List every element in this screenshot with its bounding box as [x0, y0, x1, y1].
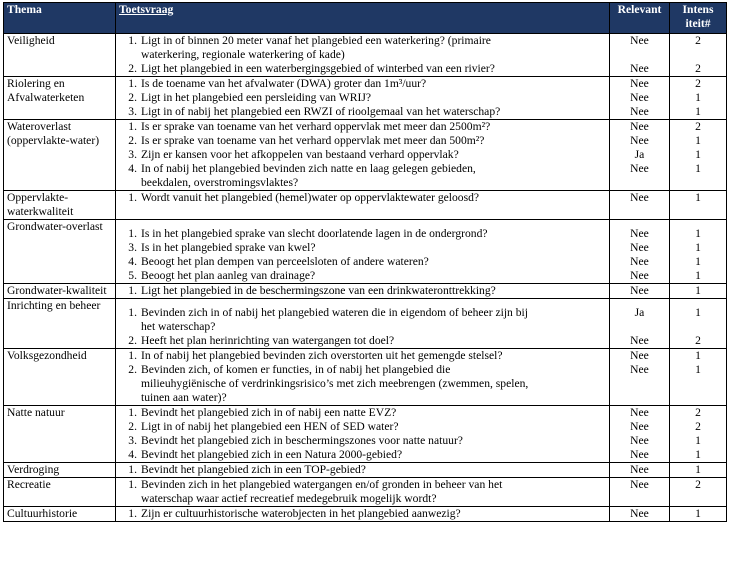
relevant-value: Nee — [630, 478, 649, 491]
relevant-cell — [610, 34, 670, 77]
theme-cell: Inrichting en beheer — [4, 299, 116, 349]
question-number: 1. — [128, 478, 137, 491]
intensiteit-value: 1 — [695, 241, 701, 254]
question-line: Ligt in het plangebied een persleiding van WRIJ? — [141, 91, 371, 104]
intensiteit-value: 2 — [695, 77, 701, 90]
question-item — [119, 77, 606, 91]
relevant-value: Nee — [630, 105, 649, 118]
question-cell — [116, 406, 610, 463]
question-number: 1. — [128, 120, 137, 133]
question-line: Bevindt het plangebied zich in beschermingszones voor natte natuur? — [141, 434, 463, 447]
question-number: 2. — [128, 420, 137, 433]
question-text — [141, 448, 606, 462]
question-line: Bevindt het plangebied zich in een Natura 2000-gebied? — [141, 448, 403, 461]
question-text — [141, 148, 606, 162]
intensiteit-cell — [670, 284, 727, 299]
question-text — [141, 255, 606, 269]
theme-cell: Grondwater-overlast — [4, 220, 116, 284]
question-number: 4. — [128, 448, 137, 461]
table-row — [4, 463, 727, 478]
table-row — [4, 120, 727, 191]
question-line: Is er sprake van toename van het verhard oppervlak met meer dan 2500m²? — [141, 120, 491, 133]
relevant-value: Nee — [630, 349, 649, 362]
question-text — [141, 162, 606, 190]
question-text — [141, 105, 606, 119]
question-text — [141, 241, 606, 255]
relevant-value: Nee — [630, 241, 649, 254]
question-text — [141, 363, 606, 405]
question-text — [141, 406, 606, 420]
intensiteit-value: 1 — [695, 227, 701, 240]
theme-cell: Veiligheid — [4, 34, 116, 77]
intensiteit-value: 2 — [695, 62, 701, 75]
question-number: 1. — [128, 34, 137, 47]
question-item — [119, 269, 606, 283]
intensiteit-cell — [670, 220, 727, 284]
question-number: 3. — [128, 105, 137, 118]
intensiteit-value: 1 — [695, 148, 701, 161]
intensiteit-cell — [670, 34, 727, 77]
theme-cell: Recreatie — [4, 478, 116, 507]
question-item — [119, 227, 606, 241]
table-row — [4, 34, 727, 77]
relevant-cell — [610, 77, 670, 120]
theme-cell: Cultuurhistorie — [4, 507, 116, 522]
intensiteit-value: 1 — [695, 105, 701, 118]
intensiteit-cell — [670, 463, 727, 478]
intensiteit-value: 1 — [695, 284, 701, 297]
question-item — [119, 148, 606, 162]
question-item — [119, 91, 606, 105]
question-line: Ligt het plangebied in de beschermingszone van een drinkwateronttrekking? — [141, 284, 496, 297]
relevant-value: Nee — [630, 62, 649, 75]
question-number: 3. — [128, 241, 137, 254]
question-line: Zijn er cultuurhistorische waterobjecten in het plangebied aanwezig? — [141, 507, 461, 520]
question-line: Bevinden zich in het plangebied watergangen en/of gronden in beheer van het — [141, 478, 503, 491]
question-text — [141, 434, 606, 448]
theme-cell: Riolering en Afvalwaterketen — [4, 77, 116, 120]
question-line: Bevinden zich in of nabij het plangebied wateren die in eigendom of beheer zijn bij — [141, 306, 528, 319]
question-line: Bevindt het plangebied zich in een TOP-gebied? — [141, 463, 366, 476]
relevant-value: Ja — [634, 148, 645, 161]
question-text — [141, 463, 606, 477]
question-cell — [116, 191, 610, 220]
theme-cell: Wateroverlast (oppervlakte-water) — [4, 120, 116, 191]
intensiteit-cell — [670, 191, 727, 220]
question-line: Beoogt het plan dempen van perceelsloten of andere wateren? — [141, 255, 429, 268]
question-item — [119, 507, 606, 521]
question-item — [119, 284, 606, 298]
intensiteit-value: 1 — [695, 255, 701, 268]
theme-cell: Grondwater-kwaliteit — [4, 284, 116, 299]
intensiteit-cell — [670, 299, 727, 349]
question-text — [141, 478, 606, 506]
question-item — [119, 478, 606, 506]
table-row — [4, 406, 727, 463]
header-toetsvraag: Toetsvraag — [116, 3, 610, 34]
table-row — [4, 77, 727, 120]
relevant-value: Nee — [630, 227, 649, 240]
question-item — [119, 420, 606, 434]
question-cell — [116, 349, 610, 406]
table-row — [4, 284, 727, 299]
question-text — [141, 191, 606, 205]
theme-cell: Verdroging — [4, 463, 116, 478]
relevant-value: Ja — [634, 306, 645, 319]
table-row — [4, 478, 727, 507]
question-item — [119, 363, 606, 405]
relevant-value: Nee — [630, 420, 649, 433]
intensiteit-value: 1 — [695, 269, 701, 282]
intensiteit-value: 1 — [695, 191, 701, 204]
question-text — [141, 420, 606, 434]
question-text — [141, 269, 606, 283]
intensiteit-value: 2 — [695, 34, 701, 47]
relevant-value: Nee — [630, 162, 649, 175]
question-item — [119, 105, 606, 119]
question-line: Bevindt het plangebied zich in of nabij een natte EVZ? — [141, 406, 397, 419]
relevant-value: Nee — [630, 363, 649, 376]
question-text — [141, 34, 606, 62]
question-cell — [116, 284, 610, 299]
question-cell — [116, 77, 610, 120]
relevant-cell — [610, 191, 670, 220]
question-item — [119, 255, 606, 269]
theme-cell: Oppervlakte-waterkwaliteit — [4, 191, 116, 220]
intensiteit-value: 1 — [695, 507, 701, 520]
question-line: Bevinden zich, of komen er functies, in of nabij het plangebied die — [141, 363, 451, 376]
question-line: waterkering, regionale waterkering of kade) — [141, 48, 345, 61]
relevant-cell — [610, 478, 670, 507]
question-number: 3. — [128, 148, 137, 161]
question-line: Is de toename van het afvalwater (DWA) groter dan 1m³/uur? — [141, 77, 427, 90]
intensiteit-cell — [670, 77, 727, 120]
table-row — [4, 349, 727, 406]
question-number: 1. — [128, 191, 137, 204]
question-line: beekdalen, overstromingsvlaktes? — [141, 176, 299, 189]
relevant-value: Nee — [630, 269, 649, 282]
intensiteit-value: 2 — [695, 420, 701, 433]
question-item — [119, 120, 606, 134]
question-item — [119, 62, 606, 76]
question-cell — [116, 34, 610, 77]
relevant-cell — [610, 120, 670, 191]
question-item — [119, 448, 606, 462]
relevant-cell — [610, 463, 670, 478]
intensiteit-value: 1 — [695, 306, 701, 319]
question-cell — [116, 120, 610, 191]
question-line: Wordt vanuit het plangebied (hemel)water op oppervlaktewater geloosd? — [141, 191, 480, 204]
question-number: 4. — [128, 255, 137, 268]
relevant-cell — [610, 507, 670, 522]
question-line: In of nabij het plangebied bevinden zich natte en laag gelegen gebieden, — [141, 162, 476, 175]
question-text — [141, 334, 606, 348]
question-line: Is er sprake van toename van het verhard oppervlak met meer dan 500m²? — [141, 134, 485, 147]
relevant-value: Nee — [630, 334, 649, 347]
table-row — [4, 220, 727, 284]
relevant-value: Nee — [630, 406, 649, 419]
question-cell — [116, 220, 610, 284]
question-text — [141, 120, 606, 134]
intensiteit-value: 2 — [695, 478, 701, 491]
question-number: 1. — [128, 227, 137, 240]
question-line: Is in het plangebied sprake van kwel? — [141, 241, 316, 254]
question-number: 2. — [128, 91, 137, 104]
relevant-value: Nee — [630, 191, 649, 204]
question-number: 1. — [128, 284, 137, 297]
relevant-value: Nee — [630, 434, 649, 447]
table-row — [4, 507, 727, 522]
relevant-value: Nee — [630, 134, 649, 147]
question-text — [141, 507, 606, 521]
question-cell — [116, 478, 610, 507]
intensiteit-cell — [670, 120, 727, 191]
question-number: 2. — [128, 134, 137, 147]
question-line: waterschap waar actief recreatief medegebruik mogelijk wordt? — [141, 492, 437, 505]
intensiteit-value: 1 — [695, 463, 701, 476]
relevant-value: Nee — [630, 255, 649, 268]
question-line: Zijn er kansen voor het afkoppelen van bestaand verhard oppervlak? — [141, 148, 459, 161]
question-line: Ligt in of nabij het plangebied een RWZI of rioolgemaal van het waterschap? — [141, 105, 501, 118]
question-cell — [116, 507, 610, 522]
intensiteit-value: 2 — [695, 334, 701, 347]
question-line: milieuhygiënische of verdrinkingsrisico’s met zich meebrengen (zwemmen, spelen, — [141, 377, 529, 390]
question-text — [141, 306, 606, 334]
question-line: tuinen aan water)? — [141, 391, 227, 404]
question-line: Ligt in of binnen 20 meter vanaf het plangebied een waterkering? (primaire — [141, 34, 491, 47]
question-number: 1. — [128, 463, 137, 476]
intensiteit-value: 1 — [695, 134, 701, 147]
header-intensiteit: Intens iteit# — [670, 3, 727, 34]
relevant-value: Nee — [630, 507, 649, 520]
question-item — [119, 463, 606, 477]
relevant-cell — [610, 299, 670, 349]
question-item — [119, 434, 606, 448]
question-number: 2. — [128, 62, 137, 75]
question-text — [141, 91, 606, 105]
question-line: Heeft het plan herinrichting van watergangen tot doel? — [141, 334, 395, 347]
question-line: het waterschap? — [141, 320, 216, 333]
intensiteit-value: 1 — [695, 162, 701, 175]
intensiteit-value: 1 — [695, 363, 701, 376]
relevant-cell — [610, 406, 670, 463]
intensiteit-value: 2 — [695, 406, 701, 419]
question-number: 2. — [128, 363, 137, 376]
relevant-value: Nee — [630, 448, 649, 461]
theme-cell: Natte natuur — [4, 406, 116, 463]
question-item — [119, 406, 606, 420]
question-number: 1. — [128, 306, 137, 319]
intensiteit-value: 1 — [695, 434, 701, 447]
header-row — [4, 3, 727, 34]
relevant-value: Nee — [630, 463, 649, 476]
question-item — [119, 134, 606, 148]
question-number: 5. — [128, 269, 137, 282]
relevant-cell — [610, 349, 670, 406]
question-line: In of nabij het plangebied bevinden zich overstorten uit het gemengde stelsel? — [141, 349, 503, 362]
theme-cell: Volksgezondheid — [4, 349, 116, 406]
question-text — [141, 227, 606, 241]
question-line: Ligt het plangebied in een waterbergingsgebied of winterbed van een rivier? — [141, 62, 495, 75]
question-number: 3. — [128, 434, 137, 447]
question-number: 1. — [128, 406, 137, 419]
relevant-cell — [610, 284, 670, 299]
question-line: Ligt in of nabij het plangebied een HEN of SED water? — [141, 420, 399, 433]
relevant-value: Nee — [630, 284, 649, 297]
relevant-value: Nee — [630, 91, 649, 104]
question-item — [119, 191, 606, 205]
question-text — [141, 62, 606, 76]
question-number: 2. — [128, 334, 137, 347]
header-relevant: Relevant — [610, 3, 670, 34]
relevant-value: Nee — [630, 77, 649, 90]
question-number: 1. — [128, 349, 137, 362]
question-item — [119, 241, 606, 255]
intensiteit-cell — [670, 406, 727, 463]
question-number: 4. — [128, 162, 137, 175]
question-cell — [116, 463, 610, 478]
intensiteit-value: 1 — [695, 91, 701, 104]
intensiteit-value: 1 — [695, 448, 701, 461]
water-test-table — [3, 2, 727, 522]
intensiteit-cell — [670, 478, 727, 507]
intensiteit-value: 2 — [695, 120, 701, 133]
intensiteit-value: 1 — [695, 349, 701, 362]
table-row — [4, 299, 727, 349]
question-cell — [116, 299, 610, 349]
question-line: Is in het plangebied sprake van slecht doorlatende lagen in de ondergrond? — [141, 227, 488, 240]
relevant-value: Nee — [630, 34, 649, 47]
question-text — [141, 284, 606, 298]
question-line: Beoogt het plan aanleg van drainage? — [141, 269, 316, 282]
question-item — [119, 349, 606, 363]
question-item — [119, 162, 606, 190]
intensiteit-cell — [670, 507, 727, 522]
relevant-value: Nee — [630, 120, 649, 133]
relevant-cell — [610, 220, 670, 284]
question-text — [141, 349, 606, 363]
question-item — [119, 34, 606, 62]
question-text — [141, 134, 606, 148]
header-thema: Thema — [4, 3, 116, 34]
question-number: 1. — [128, 507, 137, 520]
question-item — [119, 334, 606, 348]
question-item — [119, 306, 606, 334]
question-text — [141, 77, 606, 91]
question-number: 1. — [128, 77, 137, 90]
intensiteit-cell — [670, 349, 727, 406]
table-row — [4, 191, 727, 220]
